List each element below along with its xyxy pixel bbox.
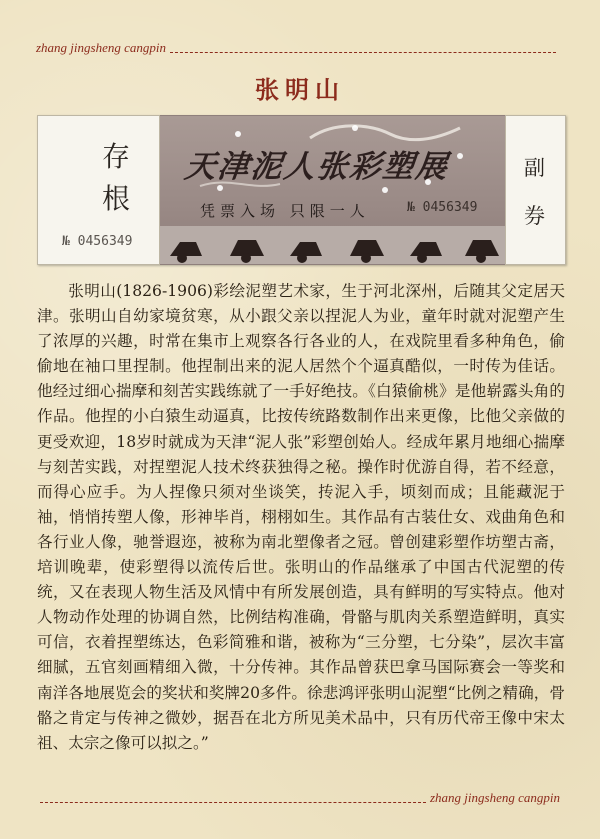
stub-right-label: [524, 144, 554, 240]
footer-caption-line: [36, 790, 560, 806]
chariot-frieze-decoration: [160, 226, 505, 264]
footer-caption: zhang jingsheng cangpin: [430, 790, 560, 805]
header-caption-line: [36, 40, 560, 56]
page-title: 张明山: [255, 76, 345, 104]
ticket-main-panel: [160, 115, 505, 265]
stub-left-label: [102, 136, 142, 220]
header-divider: [170, 52, 556, 53]
header-caption: zhang jingsheng cangpin: [36, 40, 166, 55]
ticket-stub-right: [505, 115, 566, 265]
ticket-entry-notice: 凭票入场 只限一人: [200, 202, 370, 220]
footer-divider: [40, 802, 426, 803]
stub-right-char-2: 券: [524, 204, 545, 228]
stub-left-char-1: 存: [102, 140, 131, 173]
exhibition-banner-title: 天津泥人张彩塑展: [182, 149, 451, 185]
stub-left-char-2: 根: [102, 182, 131, 215]
stub-left-number: № 0456349: [62, 234, 133, 249]
stub-right-char-1: 副: [524, 156, 545, 180]
ticket-main-number: № 0456349: [407, 200, 478, 215]
ticket-stub-left: [37, 115, 160, 265]
biography-paragraph: 张明山(1826-1906)彩绘泥塑艺术家，生于河北深州，后随其父定居天津。张明山自幼家境贫寒，从小跟父亲以捏泥人为业，童年时就对泥塑产生了浓厚的兴趣，时常在集市上观察各行各业的人，在戏院里看多种角色，偷偷地在袖口里捏制。他捏制出来的泥人居然个个逼真酷似，一时传为佳话。他经过细心揣摩和刻苦实践练就了一手好绝技。《白猿偷桃》是他崭露头角的作品。他捏的小白猿生动逼真，比按传统路数制作出来更像，比他父亲做的更受欢迎，18岁时就成为天津“泥人张”彩塑创始人。经成年累月地细心揣摩与刻苦实践，对捏塑泥人技术终获独得之秘。操作时优游自得，若不经意，而得心应手。为人捏像只须对坐谈笑，抟泥入手，顷刻而成；且能藏泥于袖，悄悄抟塑人像，形神毕肖，栩栩如生。其作品有古装仕女、戏曲角色和各行业人像，驰誉遐迩，被称为南北塑像者之冠。曾创建彩塑作坊塑古斋，培训晚辈，使彩塑得以流传后世。张明山的作品继承了中国古代泥塑的传统，又在表现人物生活及风情中有所发展创造，具有鲜明的写实特点。他对人物动作处理的协调自然，比例结构准确，骨骼与肌肉关系塑造鲜明，真实可信，衣着捏塑练达，色彩简雅和谐，被称为“三分塑，七分染”，层次丰富细腻，五官刻画精细入微，十分传神。其作品曾获巴拿马国际赛会一等奖和南洋各地展览会的奖状和奖牌20多件。徐悲鸿评张明山泥塑“比例之精确，骨骼之肯定与传神之微妙，据吾在北方所见美术品中，只有历代帝王像中宋太祖、太宗之像可以拟之。”: [37, 282, 565, 752]
exhibition-ticket: [37, 115, 566, 265]
